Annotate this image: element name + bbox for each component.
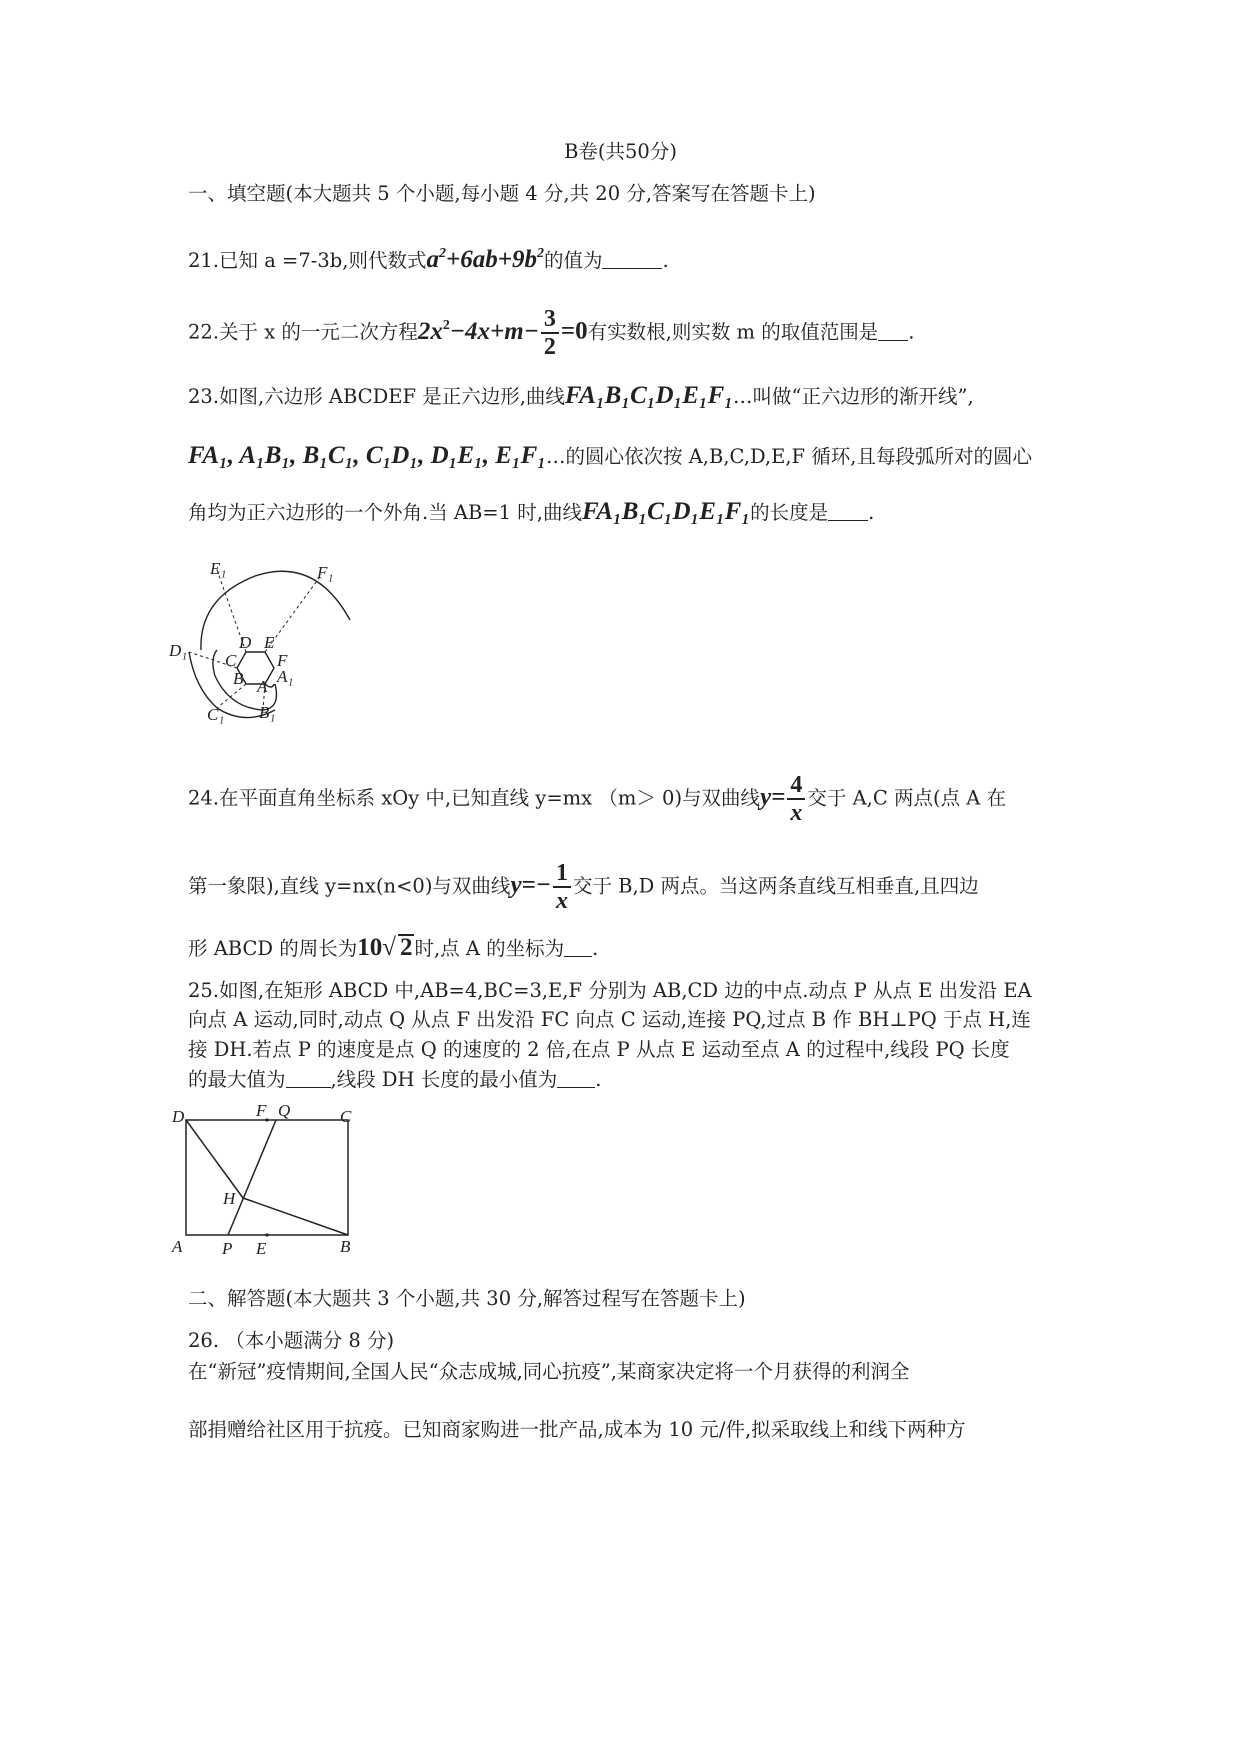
label-E: E [256, 1239, 267, 1258]
label-D: D [239, 633, 252, 652]
q21-post: 的值为 [543, 249, 603, 272]
q24-perimeter: 10√ 2 [357, 934, 413, 961]
question-24-line2: 第一象限),直线 y=nx(n<0)与双曲线y=− $\frac{1}{x}$ 交于 B,D 两点。当这两条直线互相垂直,且四边 [188, 860, 979, 914]
question-25-line3: 接 DH.若点 P 的速度是点 Q 的速度的 2 倍,在点 P 从点 E 运动至点 A 的过程中,线段 PQ 长度 [188, 1038, 1010, 1061]
q23-arcs: FA₁, A₁B₁, B₁C₁, C₁D₁, D₁E₁, E₁F₁ [188, 442, 547, 469]
label-P: P [222, 1239, 233, 1258]
q23-answer-blank [828, 500, 868, 521]
rectangle-figure [168, 1098, 388, 1263]
q22-fraction: $\frac{3}{2}$ [541, 306, 559, 360]
question-25-line4: 的最大值为 ,线段 DH 长度的最小值为 . [188, 1068, 602, 1091]
section-header: B卷(共50分) [564, 140, 677, 163]
q22-post: 有实数根,则实数 m 的取值范围是 [587, 320, 879, 344]
label-A: A [257, 677, 268, 696]
label-F1: F₁ [317, 563, 334, 582]
label-B: B [340, 1237, 351, 1256]
label-H: H [223, 1189, 236, 1208]
label-E1: E₁ [210, 559, 227, 578]
question-25-line2: 向点 A 运动,同时,动点 Q 从点 F 出发沿 FC 向点 C 运动,连接 PQ,过点 B 作 BH⊥PQ 于点 H,连 [188, 1008, 1031, 1031]
question-23-line3: 角均为正六边形的一个外角.当 AB=1 时,曲线FA₁B₁C₁D₁E₁F₁的长度是 . [188, 498, 875, 525]
q21-expr: $a^2+6ab+9b^2$ [426, 246, 544, 273]
question-21: 21.已知 a =7-3b,则代数式$a^2+6ab+9b^2$的值为 . [188, 246, 669, 273]
label-D1: D₁ [169, 641, 188, 660]
question-26-line1: 在“新冠”疫情期间,全国人民“众志成城,同心抗疫”,某商家决定将一个月获得的利润全 [188, 1360, 910, 1383]
question-24-line1: 24.在平面直角坐标系 xOy 中,已知直线 y=mx （m＞ 0)与双曲线y= $\frac{4}{x}$ 交于 A,C 两点(点 A 在 [188, 772, 1007, 826]
question-25-line1: 25.如图,在矩形 ABCD 中,AB=4,BC=3,E,F 分别为 AB,CD 边的中点.动点 P 从点 E 出发沿 EA [188, 979, 1032, 1002]
section1-title: 一、填空题(本大题共 5 个小题,每小题 4 分,共 20 分,答案写在答题卡上) [188, 182, 816, 205]
q23-curve: FA₁B₁C₁D₁E₁F₁ [564, 382, 734, 409]
label-B: B [233, 669, 244, 688]
label-C: C [340, 1107, 352, 1126]
label-D: D [172, 1107, 185, 1126]
label-C: C [225, 651, 237, 670]
q25-answer-blank-2 [557, 1067, 595, 1088]
label-Q: Q [278, 1101, 291, 1120]
label-C1: C₁ [207, 705, 225, 724]
question-22: 22.关于 x 的一元二次方程$2x^2-4x+m-$ $\frac{3}{2}$ =0有实数根,则实数 m 的取值范围是 . [188, 306, 915, 360]
label-F: F [256, 1101, 267, 1120]
question-23-line2: FA₁, A₁B₁, B₁C₁, C₁D₁, D₁E₁, E₁F₁…的圆心依次按 A,B,C,D,E,F 循环,且每段弧所对的圆心 [188, 442, 1032, 469]
q22-answer-blank [878, 320, 908, 341]
question-26-line2: 部捐赠给社区用于抗疫。已知商家购进一批产品,成本为 10 元/件,拟采取线上和线下两种方 [188, 1418, 966, 1441]
section2-title: 二、解答题(本大题共 3 个小题,共 30 分,解答过程写在答题卡上) [188, 1287, 746, 1310]
label-A1: A₁ [277, 667, 294, 686]
q21-text: 21.已知 a =7-3b,则代数式 [188, 249, 427, 272]
label-A: A [172, 1237, 183, 1256]
q24-answer-blank [564, 936, 592, 957]
label-F: F [277, 651, 288, 670]
label-B1: B₁ [259, 703, 276, 722]
hexagon-involute-figure [169, 558, 395, 738]
question-26-title: 26. （本小题满分 8 分) [188, 1329, 395, 1352]
q25-answer-blank-1 [286, 1067, 331, 1088]
q21-answer-blank [602, 248, 662, 269]
q22-expr: $2x^2-4x+m-$ [417, 317, 539, 345]
q22-text: 22.关于 x 的一元二次方程 [188, 320, 418, 344]
question-24-line3: 形 ABCD 的周长为10√ 2 时,点 A 的坐标为 . [188, 934, 599, 961]
question-23-line1: 23.如图,六边形 ABCDEF 是正六边形,曲线FA₁B₁C₁D₁E₁F₁…叫做“正六边形的渐开线”, [188, 382, 974, 409]
label-E: E [264, 633, 275, 652]
